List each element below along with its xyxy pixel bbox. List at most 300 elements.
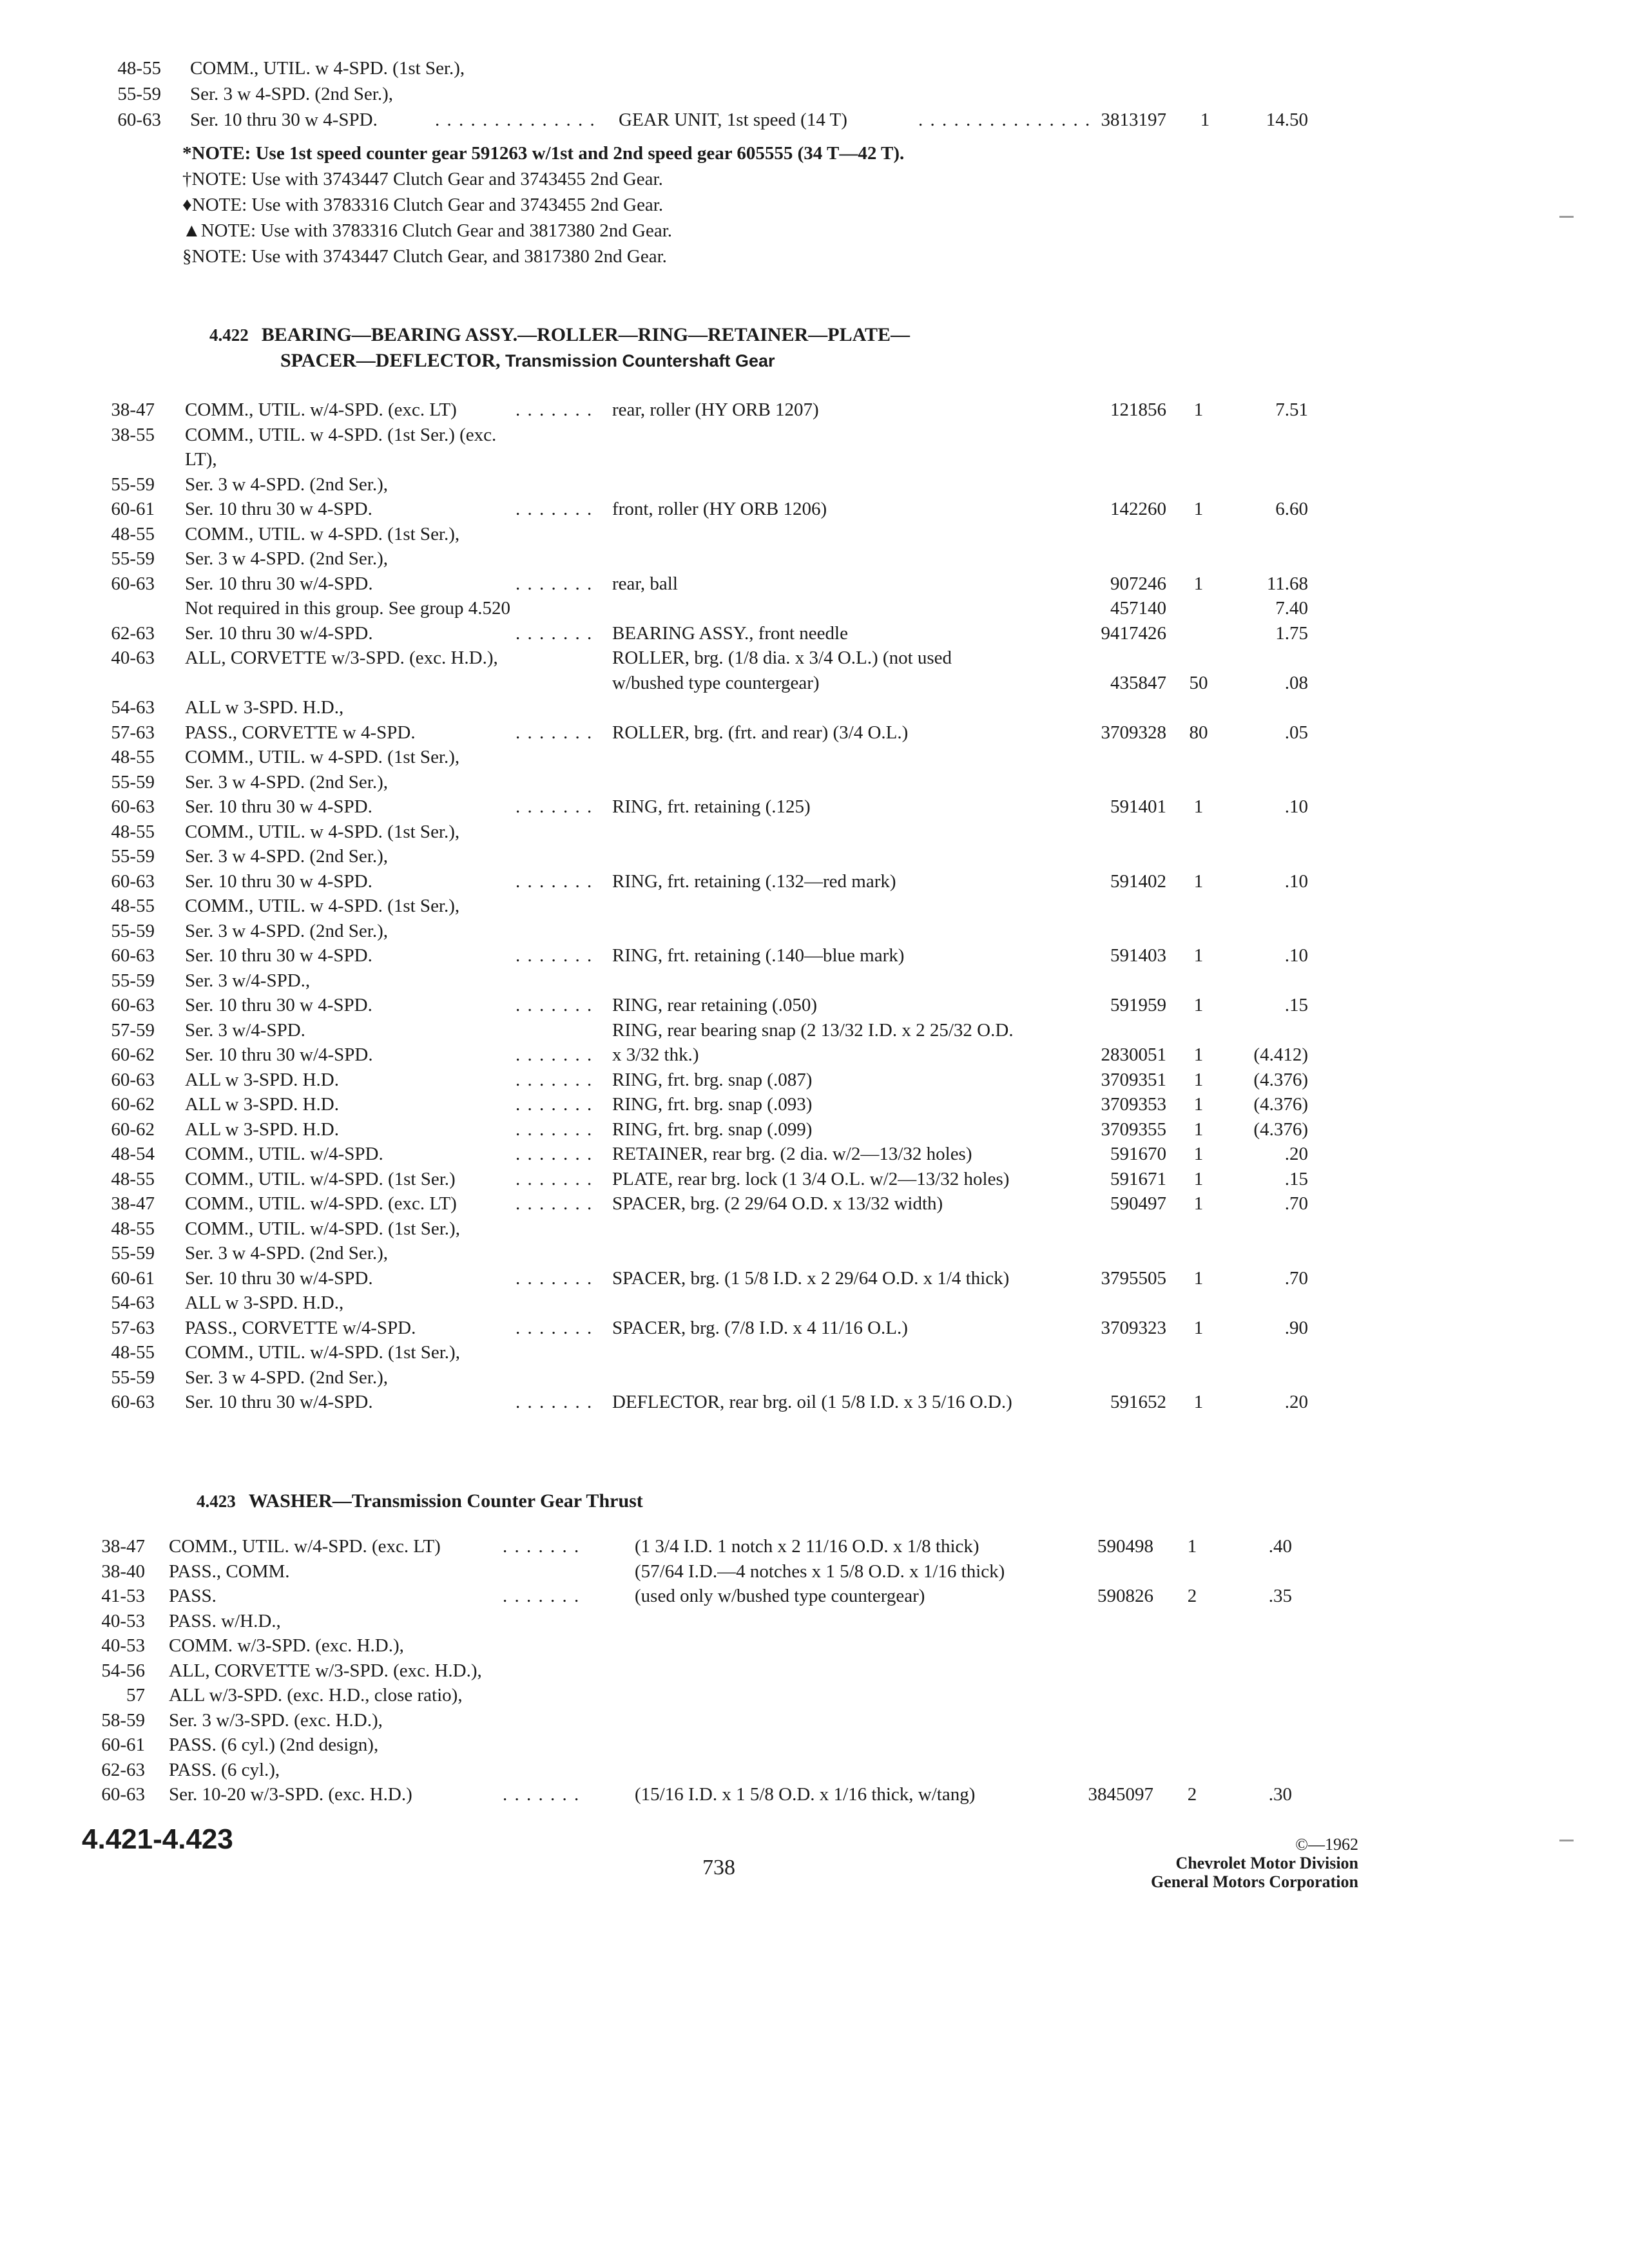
years: 60-63 — [111, 945, 155, 966]
quantity: 50 — [1189, 672, 1208, 693]
application: Ser. 3 w/4-SPD., — [185, 970, 311, 991]
application: COMM., UTIL. w 4-SPD. (1st Ser.), — [185, 896, 460, 916]
application: Ser. 10 thru 30 w 4-SPD. — [185, 796, 372, 817]
price: 14.50 — [1266, 110, 1308, 130]
description: SPACER, brg. (7/8 I.D. x 4 11/16 O.L.) — [612, 1317, 908, 1338]
price: .20 — [1284, 1144, 1308, 1164]
table-row — [0, 620, 1629, 646]
margin-mark — [1559, 1840, 1574, 1841]
application: COMM., UTIL. w 4-SPD. (1st Ser.), — [185, 821, 460, 842]
table-row — [0, 1559, 1629, 1584]
years: 55-59 — [111, 548, 155, 569]
years: 54-63 — [111, 697, 155, 718]
table-row — [0, 1042, 1629, 1068]
table-row — [0, 918, 1629, 944]
application: COMM., UTIL. w/4-SPD. (exc. LT) — [169, 1536, 441, 1557]
quantity: 1 — [1193, 995, 1204, 1015]
quantity: 1 — [1193, 870, 1204, 892]
application: COMM. w/3-SPD. (exc. H.D.), — [169, 1635, 404, 1656]
leader-dots: . . . . . . . — [516, 622, 593, 644]
footnote: §NOTE: Use with 3743447 Clutch Gear, and 3817380 2nd Gear. — [182, 246, 667, 267]
price: 6.60 — [1275, 499, 1308, 519]
years: 48-55 — [111, 1218, 155, 1239]
application: Ser. 3 w 4-SPD. (2nd Ser.), — [185, 846, 388, 867]
years: 55-59 — [111, 771, 155, 793]
leader-dots: . . . . . . . — [516, 499, 593, 519]
footnote: ♦NOTE: Use with 3783316 Clutch Gear and 3743455 2nd Gear. — [182, 195, 664, 215]
description: (57/64 I.D.—4 notches x 1 5/8 O.D. x 1/16 thick) — [635, 1561, 1005, 1582]
application: Ser. 10 thru 30 w 4-SPD. — [185, 870, 372, 892]
price: (4.412) — [1253, 1044, 1308, 1065]
application: ALL w 3-SPD. H.D., — [185, 697, 344, 718]
part-number: 590826 — [1097, 1586, 1153, 1606]
table-row — [0, 1091, 1629, 1117]
table-row — [0, 1682, 1629, 1708]
years: 55-59 — [111, 970, 155, 991]
quantity: 1 — [1193, 1044, 1204, 1065]
years: 60-63 — [111, 1392, 155, 1412]
leader-dots: . . . . . . . . . . . . . . — [435, 110, 596, 130]
description: RING, rear retaining (.050) — [612, 995, 818, 1015]
years: 60-63 — [111, 573, 155, 594]
description: GEAR UNIT, 1st speed (14 T) — [619, 110, 847, 130]
table-row — [0, 1389, 1629, 1415]
application: COMM., UTIL. w 4-SPD. (1st Ser.), — [190, 58, 465, 79]
years: 48-55 — [111, 1342, 155, 1363]
footnote: †NOTE: Use with 3743447 Clutch Gear and 3743455 2nd Gear. — [182, 169, 663, 189]
group-range: 4.421-4.423 — [82, 1823, 233, 1855]
application: PASS. (6 cyl.), — [169, 1759, 280, 1780]
price: .15 — [1284, 1168, 1308, 1189]
description: PLATE, rear brg. lock (1 3/4 O.L. w/2—13/32 holes) — [612, 1168, 1010, 1189]
table-row — [0, 843, 1629, 869]
application: Ser. 3 w 4-SPD. (2nd Ser.), — [185, 1367, 388, 1388]
years: 60-61 — [111, 499, 155, 519]
application: ALL w 3-SPD. H.D. — [185, 1094, 339, 1115]
table-row — [0, 670, 1629, 696]
part-number: 591403 — [1110, 945, 1166, 966]
publisher-line2: General Motors Corporation — [1150, 1872, 1358, 1891]
years: 60-63 — [111, 1069, 155, 1090]
description: RING, rear bearing snap (2 13/32 I.D. x 2 25/32 O.D. — [612, 1019, 1014, 1041]
leader-dots: . . . . . . . — [516, 1317, 593, 1338]
price: .10 — [1284, 796, 1308, 817]
years: 48-55 — [111, 523, 155, 544]
application: COMM., UTIL. w/4-SPD. (exc. LT) — [185, 1193, 457, 1214]
price: .20 — [1284, 1392, 1308, 1412]
leader-dots: . . . . . . . . . . . . . . . — [918, 110, 1092, 130]
years: 55-59 — [111, 1243, 155, 1264]
price: 1.75 — [1275, 622, 1308, 644]
section-heading-4423 — [197, 1488, 643, 1514]
description: RING, frt. brg. snap (.087) — [612, 1069, 813, 1090]
leader-dots: . . . . . . . — [503, 1784, 581, 1805]
price: .35 — [1268, 1586, 1292, 1606]
quantity: 1 — [1193, 945, 1204, 966]
application: ALL w 3-SPD. H.D. — [185, 1069, 339, 1090]
quantity: 1 — [1187, 1536, 1197, 1557]
table-row — [0, 571, 1629, 597]
years: 55-59 — [111, 920, 155, 941]
application: Ser. 10 thru 30 w/4-SPD. — [185, 1044, 373, 1065]
table-row — [0, 1067, 1629, 1093]
years: 57-63 — [111, 722, 155, 743]
years: 40-53 — [101, 1635, 145, 1656]
years: 60-62 — [111, 1119, 155, 1140]
table-row — [0, 107, 1629, 133]
copyright-block — [1151, 1835, 1358, 1891]
description: SPACER, brg. (1 5/8 I.D. x 2 29/64 O.D. x 1/4 thick) — [612, 1267, 1010, 1289]
price: .90 — [1284, 1317, 1308, 1338]
quantity: 1 — [1193, 1069, 1204, 1090]
quantity: 1 — [1193, 573, 1204, 594]
years: 57-63 — [111, 1317, 155, 1338]
price: .70 — [1284, 1267, 1308, 1289]
part-number: 3813197 — [1101, 110, 1166, 130]
table-row — [0, 769, 1629, 795]
years: 60-63 — [117, 110, 161, 130]
application: Ser. 3 w 4-SPD. (2nd Ser.), — [185, 771, 388, 793]
years: 55-59 — [111, 1367, 155, 1388]
application: COMM., UTIL. w/4-SPD. (1st Ser.), — [185, 1342, 460, 1363]
leader-dots: . . . . . . . — [516, 1392, 593, 1412]
years: 48-54 — [111, 1144, 155, 1164]
table-row — [0, 472, 1629, 497]
part-number: 590497 — [1110, 1193, 1166, 1214]
quantity: 1 — [1193, 399, 1204, 420]
description: ROLLER, brg. (1/8 dia. x 3/4 O.L.) (not used — [612, 648, 952, 668]
table-row — [0, 1658, 1629, 1684]
application: ALL w/3-SPD. (exc. H.D., close ratio), — [169, 1685, 463, 1706]
description: BEARING ASSY., front needle — [612, 622, 848, 644]
application: Not required in this group. See group 4.520 — [185, 598, 511, 619]
quantity: 2 — [1187, 1784, 1197, 1805]
description: rear, ball — [612, 573, 678, 594]
years: 48-55 — [117, 58, 161, 79]
years: 57-59 — [111, 1019, 155, 1041]
part-number: 591652 — [1110, 1392, 1166, 1412]
part-number: 591959 — [1110, 995, 1166, 1015]
description: RING, frt. retaining (.132—red mark) — [612, 870, 896, 892]
description: RING, frt. brg. snap (.093) — [612, 1094, 813, 1115]
table-row — [0, 1290, 1629, 1316]
description: front, roller (HY ORB 1206) — [612, 499, 827, 519]
application: Ser. 3 w/4-SPD. — [185, 1019, 305, 1041]
application: PASS. (6 cyl.) (2nd design), — [169, 1735, 379, 1755]
years: 60-62 — [111, 1094, 155, 1115]
price: .08 — [1284, 672, 1308, 693]
table-row — [0, 1757, 1629, 1783]
table-row — [0, 869, 1629, 894]
leader-dots: . . . . . . . — [516, 796, 593, 817]
section-number: 4.423 — [197, 1492, 236, 1511]
publisher-line1: Chevrolet Motor Division — [1175, 1854, 1358, 1872]
years: 60-63 — [111, 995, 155, 1015]
leader-dots: . . . . . . . — [516, 722, 593, 743]
quantity: 1 — [1193, 499, 1204, 519]
quantity: 1 — [1193, 1168, 1204, 1189]
application: Ser. 10 thru 30 w/4-SPD. — [185, 1392, 373, 1412]
leader-dots: . . . . . . . — [503, 1586, 581, 1606]
table-row — [0, 720, 1629, 745]
part-number: 590498 — [1097, 1536, 1153, 1557]
section-title-rest: Transmission Countershaft Gear — [505, 351, 775, 370]
table-row — [0, 794, 1629, 820]
price: (4.376) — [1253, 1119, 1308, 1140]
table-row — [0, 992, 1629, 1018]
table-row — [0, 1265, 1629, 1291]
years: 55-59 — [111, 474, 155, 495]
footnote: *NOTE: Use 1st speed counter gear 591263 w/1st and 2nd speed gear 605555 (34 T—42 T). — [182, 143, 905, 164]
table-row — [0, 1117, 1629, 1142]
part-number: 121856 — [1110, 399, 1166, 420]
price: 11.68 — [1266, 573, 1308, 594]
table-row — [0, 1707, 1629, 1733]
section-number: 4.422 — [209, 325, 249, 345]
description: RETAINER, rear brg. (2 dia. w/2—13/32 holes) — [612, 1144, 972, 1164]
table-row — [0, 546, 1629, 572]
table-row — [0, 1191, 1629, 1216]
quantity: 1 — [1193, 1392, 1204, 1412]
application: Ser. 10 thru 30 w/4-SPD. — [185, 1267, 373, 1289]
section-title-line1: BEARING—BEARING ASSY.—ROLLER—RING—RETAINER—PLATE— — [261, 324, 911, 345]
part-number: 591670 — [1110, 1144, 1166, 1164]
table-row — [0, 1365, 1629, 1390]
application: Ser. 3 w 4-SPD. (2nd Ser.), — [185, 920, 388, 941]
years: 41-53 — [101, 1586, 145, 1606]
part-number: 591402 — [1110, 870, 1166, 892]
price: .70 — [1284, 1193, 1308, 1214]
page-number: 738 — [702, 1856, 735, 1879]
part-number: 3709323 — [1101, 1317, 1166, 1338]
application: COMM., UTIL. w/4-SPD. (exc. LT) — [185, 399, 457, 420]
part-number: 142260 — [1110, 499, 1166, 519]
table-row — [0, 81, 1629, 107]
application: PASS. w/H.D., — [169, 1610, 281, 1631]
years: 60-62 — [111, 1044, 155, 1065]
application: Ser. 3 w 4-SPD. (2nd Ser.), — [185, 1243, 388, 1264]
description: SPACER, brg. (2 29/64 O.D. x 13/32 width) — [612, 1193, 943, 1214]
years: 38-40 — [101, 1561, 145, 1582]
application: Ser. 3 w/3-SPD. (exc. H.D.), — [169, 1709, 383, 1731]
table-row — [0, 1583, 1629, 1609]
table-row — [0, 1240, 1629, 1266]
section-heading-4422-line2 — [280, 348, 775, 374]
price: .10 — [1284, 870, 1308, 892]
years: 60-63 — [101, 1784, 145, 1805]
years: 48-55 — [111, 896, 155, 916]
description: (1 3/4 I.D. 1 notch x 2 11/16 O.D. x 1/8 thick) — [635, 1536, 979, 1557]
quantity: 1 — [1193, 1267, 1204, 1289]
part-number: 3709328 — [1101, 722, 1166, 743]
table-row — [0, 1608, 1629, 1634]
application: Ser. 3 w 4-SPD. (2nd Ser.), — [185, 474, 388, 495]
leader-dots: . . . . . . . — [516, 870, 593, 892]
table-row — [0, 645, 1629, 671]
section-title: WASHER—Transmission Counter Gear Thrust — [248, 1490, 643, 1512]
application: COMM., UTIL. w 4-SPD. (1st Ser.), — [185, 523, 460, 544]
price: (4.376) — [1253, 1069, 1308, 1090]
table-row — [0, 819, 1629, 845]
application: PASS., CORVETTE w/4-SPD. — [185, 1317, 416, 1338]
part-number: 435847 — [1110, 672, 1166, 693]
quantity: 1 — [1193, 1144, 1204, 1164]
description: DEFLECTOR, rear brg. oil (1 5/8 I.D. x 3 5/16 O.D.) — [612, 1392, 1012, 1412]
table-row — [0, 1216, 1629, 1242]
application: Ser. 10 thru 30 w 4-SPD. — [185, 995, 372, 1015]
table-row — [0, 1533, 1629, 1559]
table-row — [0, 1166, 1629, 1192]
part-number: 2830051 — [1101, 1044, 1166, 1065]
quantity: 1 — [1193, 796, 1204, 817]
table-row — [0, 1340, 1629, 1365]
application: PASS., COMM. — [169, 1561, 290, 1582]
application: COMM., UTIL. w 4-SPD. (1st Ser.), — [185, 747, 460, 767]
leader-dots: . . . . . . . — [503, 1536, 581, 1557]
application: Ser. 3 w 4-SPD. (2nd Ser.), — [185, 548, 388, 569]
leader-dots: . . . . . . . — [516, 1069, 593, 1090]
application: PASS., CORVETTE w 4-SPD. — [185, 722, 416, 743]
application: Ser. 10 thru 30 w 4-SPD. — [185, 945, 372, 966]
part-number: 9417426 — [1101, 622, 1166, 644]
section-title-bold: SPACER—DEFLECTOR, — [280, 350, 501, 371]
leader-dots: . . . . . . . — [516, 573, 593, 594]
quantity: 1 — [1200, 110, 1210, 130]
application: ALL w 3-SPD. H.D., — [185, 1293, 344, 1313]
table-row — [0, 1732, 1629, 1758]
part-number: 3709353 — [1101, 1094, 1166, 1115]
years: 60-63 — [111, 870, 155, 892]
table-row — [0, 447, 1629, 472]
table-row — [0, 397, 1629, 423]
leader-dots: . . . . . . . — [516, 1168, 593, 1189]
years: 62-63 — [111, 622, 155, 644]
price: (4.376) — [1253, 1094, 1308, 1115]
description: (used only w/bushed type countergear) — [635, 1586, 925, 1606]
table-row — [0, 1017, 1629, 1043]
years: 58-59 — [101, 1709, 145, 1731]
table-row — [0, 893, 1629, 919]
table-row — [0, 1141, 1629, 1167]
application: Ser. 3 w 4-SPD. (2nd Ser.), — [190, 84, 393, 104]
leader-dots: . . . . . . . — [516, 945, 593, 966]
application: Ser. 10 thru 30 w 4-SPD. — [185, 499, 372, 519]
leader-dots: . . . . . . . — [516, 1267, 593, 1289]
quantity: 1 — [1193, 1193, 1204, 1214]
application: COMM., UTIL. w 4-SPD. (1st Ser.) (exc. — [185, 424, 497, 445]
years: 38-55 — [111, 424, 155, 445]
years: 54-56 — [101, 1660, 145, 1681]
table-row — [0, 1633, 1629, 1658]
leader-dots: . . . . . . . — [516, 1094, 593, 1115]
section-heading-4422 — [209, 322, 910, 348]
quantity: 1 — [1193, 1317, 1204, 1338]
quantity: 80 — [1189, 722, 1208, 743]
years: 38-47 — [111, 399, 155, 420]
quantity: 1 — [1193, 1094, 1204, 1115]
table-row — [0, 496, 1629, 522]
description: RING, frt. brg. snap (.099) — [612, 1119, 813, 1140]
application: COMM., UTIL. w/4-SPD. (1st Ser.) — [185, 1168, 456, 1189]
table-row — [0, 521, 1629, 547]
application: Ser. 10-20 w/3-SPD. (exc. H.D.) — [169, 1784, 412, 1805]
years: 60-61 — [111, 1267, 155, 1289]
part-number: 3709355 — [1101, 1119, 1166, 1140]
table-row — [0, 695, 1629, 720]
leader-dots: . . . . . . . — [516, 1193, 593, 1214]
years: 60-61 — [101, 1735, 145, 1755]
application: COMM., UTIL. w/4-SPD. (1st Ser.), — [185, 1218, 460, 1239]
table-row — [0, 1315, 1629, 1341]
part-number: 3795505 — [1101, 1267, 1166, 1289]
table-row — [0, 55, 1629, 81]
quantity: 2 — [1187, 1586, 1197, 1606]
application: PASS. — [169, 1586, 217, 1606]
table-row — [0, 422, 1629, 448]
leader-dots: . . . . . . . — [516, 1144, 593, 1164]
years: 55-59 — [111, 846, 155, 867]
price: .10 — [1284, 945, 1308, 966]
application: Ser. 10 thru 30 w 4-SPD. — [190, 110, 378, 130]
copyright: ©—1962 — [1295, 1835, 1358, 1854]
footnote: ▲NOTE: Use with 3783316 Clutch Gear and 3817380 2nd Gear. — [182, 220, 673, 241]
years: 40-53 — [101, 1610, 145, 1631]
part-number: 457140 — [1110, 598, 1166, 619]
table-row — [0, 595, 1629, 621]
application: Ser. 10 thru 30 w/4-SPD. — [185, 622, 373, 644]
application: Ser. 10 thru 30 w/4-SPD. — [185, 573, 373, 594]
price: .15 — [1284, 995, 1308, 1015]
table-row — [0, 1782, 1629, 1807]
description: ROLLER, brg. (frt. and rear) (3/4 O.L.) — [612, 722, 909, 743]
years: 54-63 — [111, 1293, 155, 1313]
part-number: 591671 — [1110, 1168, 1166, 1189]
table-row — [0, 744, 1629, 770]
years: 62-63 — [101, 1759, 145, 1780]
application: COMM., UTIL. w/4-SPD. — [185, 1144, 383, 1164]
price: .40 — [1268, 1536, 1292, 1557]
description: (15/16 I.D. x 1 5/8 O.D. x 1/16 thick, w/tang) — [635, 1784, 976, 1805]
table-row — [0, 943, 1629, 968]
table-row — [0, 968, 1629, 994]
years: 40-63 — [111, 648, 155, 668]
leader-dots: . . . . . . . — [516, 1119, 593, 1140]
description: x 3/32 thk.) — [612, 1044, 699, 1065]
price: .30 — [1268, 1784, 1292, 1805]
price: 7.51 — [1275, 399, 1308, 420]
leader-dots: . . . . . . . — [516, 399, 593, 420]
description: rear, roller (HY ORB 1207) — [612, 399, 819, 420]
application: ALL, CORVETTE w/3-SPD. (exc. H.D.), — [169, 1660, 482, 1681]
part-number: 907246 — [1110, 573, 1166, 594]
application: LT), — [185, 449, 217, 470]
quantity: 1 — [1193, 1119, 1204, 1140]
application: ALL, CORVETTE w/3-SPD. (exc. H.D.), — [185, 648, 498, 668]
description: RING, frt. retaining (.125) — [612, 796, 811, 817]
part-number: 3709351 — [1101, 1069, 1166, 1090]
years: 48-55 — [111, 821, 155, 842]
years: 48-55 — [111, 747, 155, 767]
years: 48-55 — [111, 1168, 155, 1189]
years: 38-47 — [101, 1536, 145, 1557]
leader-dots: . . . . . . . — [516, 995, 593, 1015]
application: ALL w 3-SPD. H.D. — [185, 1119, 339, 1140]
years: 57 — [126, 1685, 145, 1706]
description: RING, frt. retaining (.140—blue mark) — [612, 945, 905, 966]
description: w/bushed type countergear) — [612, 672, 820, 693]
price: .05 — [1284, 722, 1308, 743]
years: 55-59 — [117, 84, 161, 104]
